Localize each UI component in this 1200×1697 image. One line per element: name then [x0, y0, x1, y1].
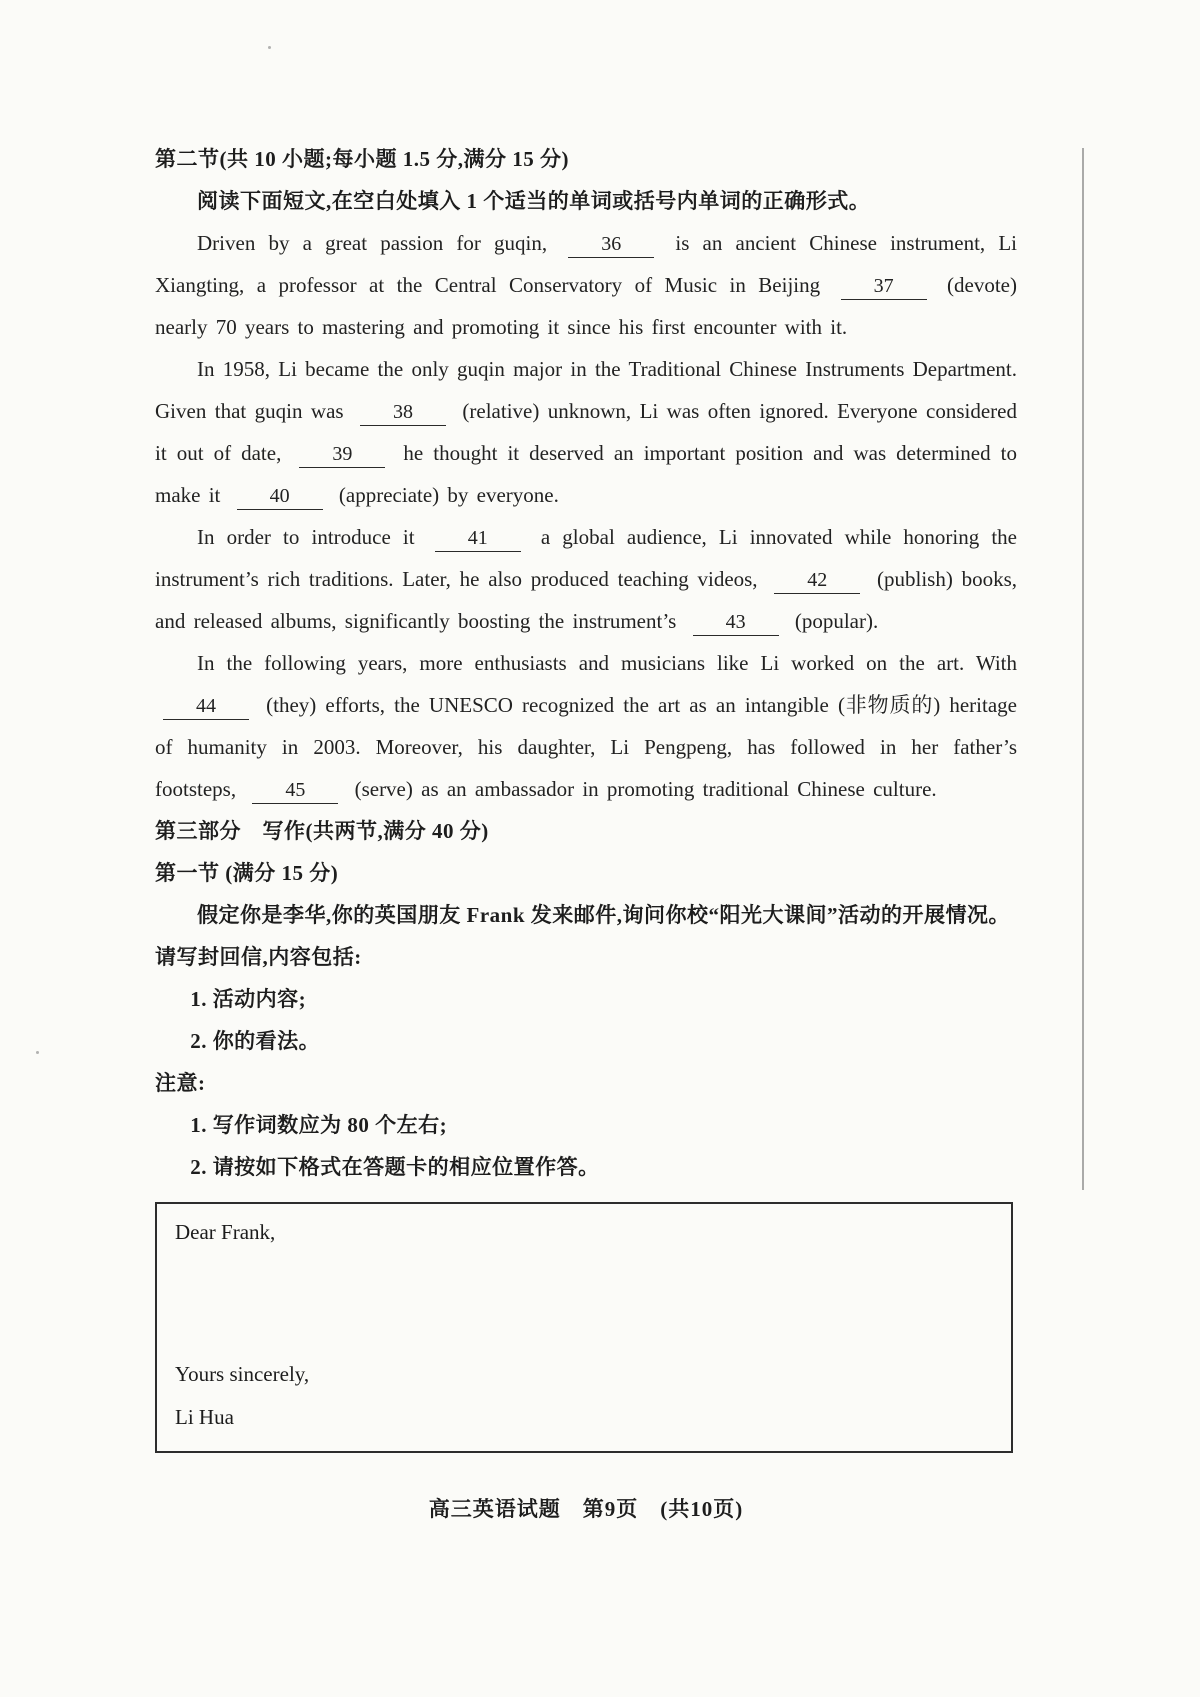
exam-page — [155, 138, 1017, 1523]
blank-41: 41 — [435, 526, 521, 552]
writing-point-2: 2. 你的看法。 — [190, 1029, 321, 1053]
writing-points — [190, 978, 1017, 1062]
letter-signature-gap — [175, 1391, 993, 1401]
blank-43: 43 — [693, 610, 779, 636]
scan-speck — [268, 46, 271, 49]
part3-heading: 第三部分 写作(共两节,满分 40 分) — [155, 819, 489, 843]
cloze-passage — [155, 222, 1017, 810]
letter-salutation: Dear Frank, — [175, 1220, 276, 1244]
blank-45: 45 — [252, 778, 338, 804]
passage-paragraph-1: Driven by a great passion for guqin, 36 is an ancient Chinese instrument, Li Xiangting, a professor at the Central Conservatory of Music in Beijing 37 (devote) nearly 70 years to mastering and promoting it since his first encounter with it. — [155, 231, 1017, 339]
passage-paragraph-3: In order to introduce it 41 a global audience, Li innovated while honoring the instrument’s rich traditions. Later, he also produced teaching videos, 42 (publish) books, and released albums, significantly boosting the instrument’s 43 (popular). — [155, 516, 1017, 642]
scan-artifact-line — [1082, 148, 1084, 1190]
blank-40: 40 — [237, 484, 323, 510]
scan-speck — [36, 1051, 39, 1054]
page-footer: 高三英语试题 第9页 (共10页) — [428, 1496, 744, 1521]
blank-42: 42 — [774, 568, 860, 594]
writing-point-1: 1. 活动内容; — [190, 987, 307, 1011]
letter-signature: Li Hua — [175, 1405, 234, 1430]
writing-note-2: 2. 请按如下格式在答题卡的相应位置作答。 — [190, 1155, 600, 1179]
passage-paragraph-2: In 1958, Li became the only guqin major in the Traditional Chinese Instruments Department. Given that guqin was 38 (relative) unknown, Li was often ignored. Everyone considered it out of date, 39 he thought it deserved an important position and was determined to make it 40 (appreciate) by everyone. — [155, 348, 1017, 516]
blank-38: 38 — [360, 400, 446, 426]
writing-notes — [190, 1104, 1017, 1188]
writing-note-1: 1. 写作词数应为 80 个左右; — [190, 1113, 448, 1137]
letter-body-space — [175, 1250, 993, 1358]
section2-instruction: 阅读下面短文,在空白处填入 1 个适当的单词或括号内单词的正确形式。 — [197, 189, 871, 213]
letter-format-box — [155, 1202, 1013, 1453]
writing-prompt: 假定你是李华,你的英国朋友 Frank 发来邮件,询问你校“阳光大课间”活动的开展情况。请写封回信,内容包括: — [155, 903, 1011, 969]
blank-44: 44 — [163, 694, 249, 720]
part3-section1-heading: 第一节 (满分 15 分) — [155, 861, 339, 885]
blank-37: 37 — [841, 274, 927, 300]
note-label: 注意: — [155, 1071, 206, 1095]
section2-heading: 第二节(共 10 小题;每小题 1.5 分,满分 15 分) — [155, 147, 569, 171]
blank-39: 39 — [299, 442, 385, 468]
letter-closing: Yours sincerely, — [175, 1361, 310, 1386]
passage-paragraph-4: In the following years, more enthusiasts and musicians like Li worked on the art. With 44 (they) efforts, the UNESCO recognized the art as an intangible (非物质的) heritage of humanity in 2003. Moreover, his daughter, Li Pengpeng, has followed in her father’s footsteps, 45 (serve) as an ambassador in promoting traditional Chinese culture. — [155, 642, 1017, 810]
blank-36: 36 — [568, 232, 654, 258]
